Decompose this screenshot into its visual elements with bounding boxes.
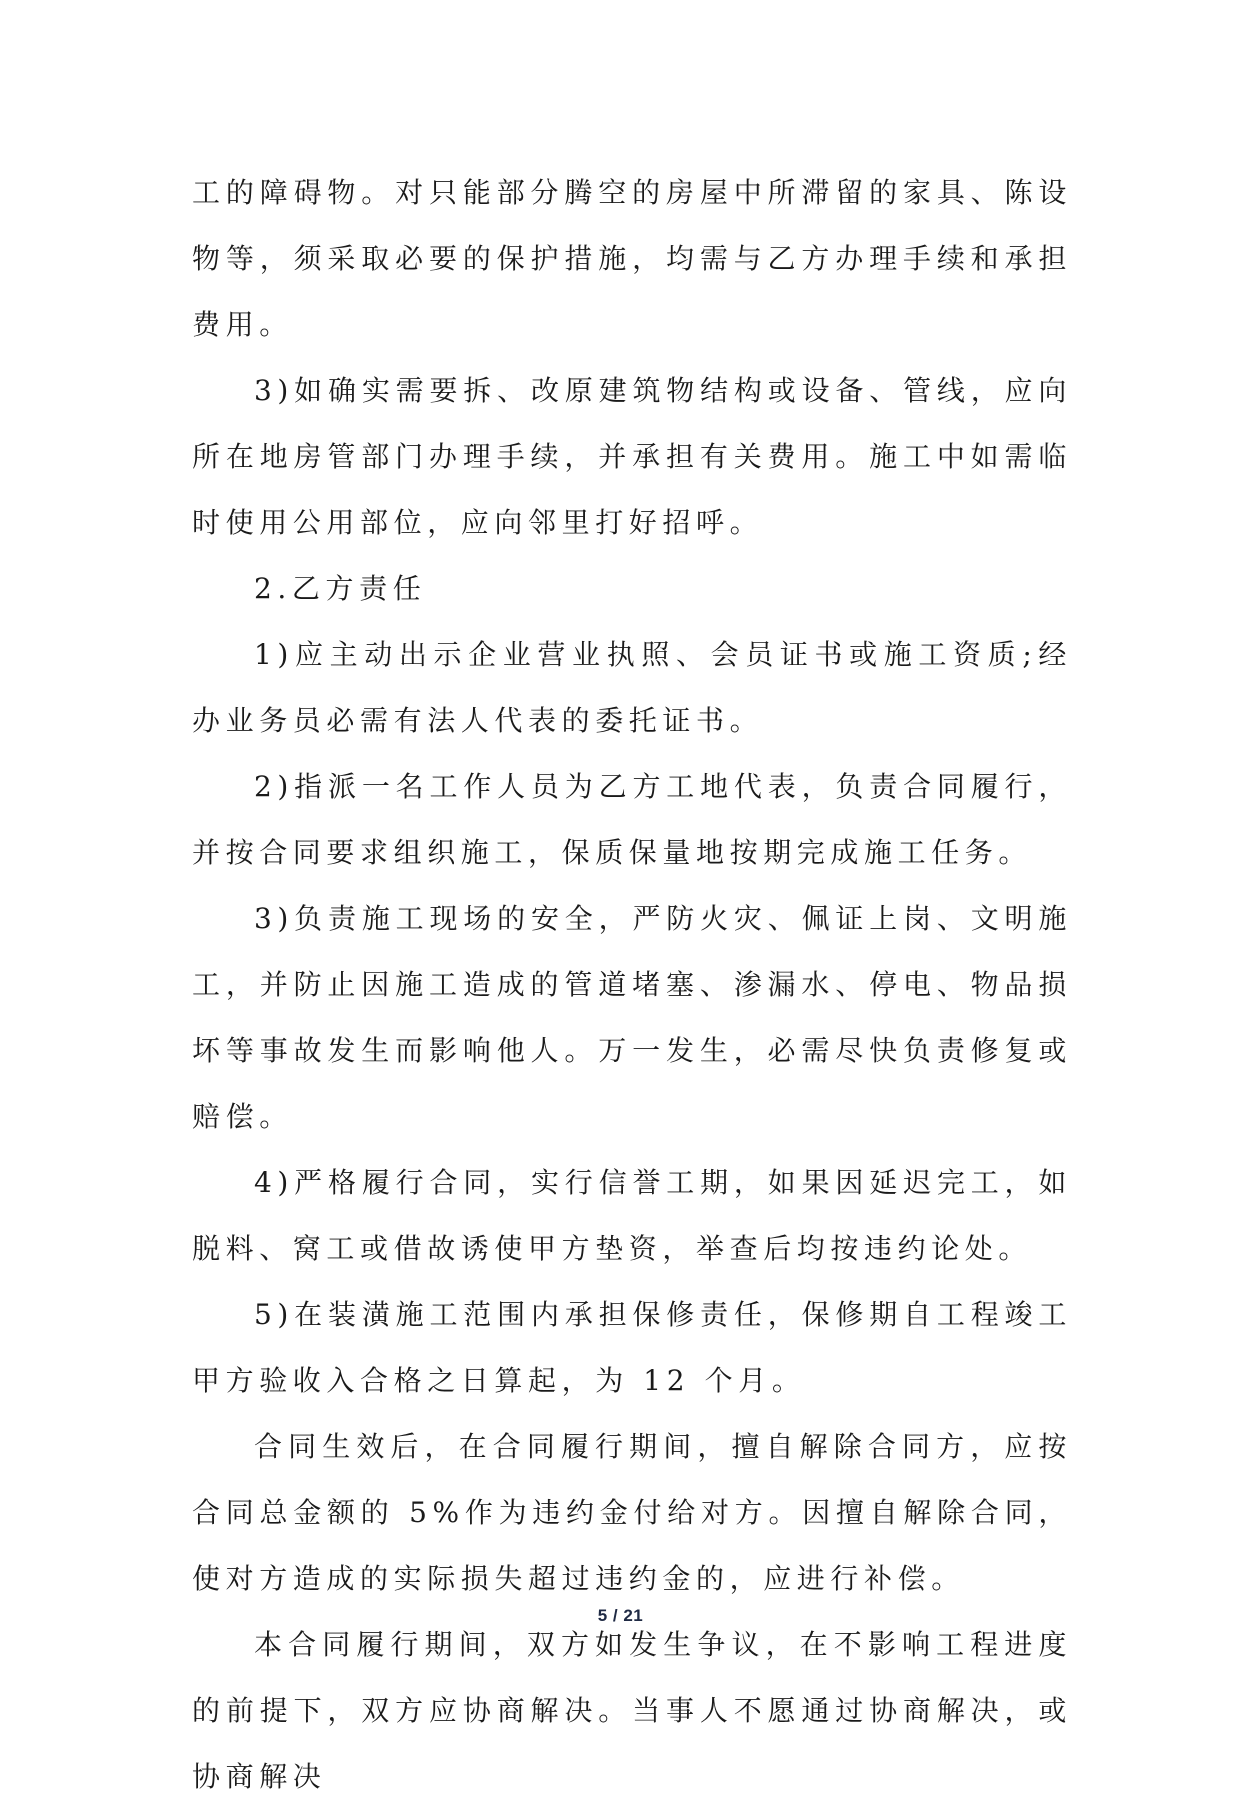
paragraph-1: 工的障碍物。对只能部分腾空的房屋中所滞留的家具、陈设物等，须采取必要的保护措施，均需与乙方办理手续和承担费用。 [192,176,1072,341]
page-number: 5 / 21 [597,1606,644,1625]
paragraph-2: 3)如确实需要拆、改原建筑物结构或设备、管线，应向所在地房管部门办理手续，并承担有关费用。施工中如需临时使用公用部位，应向邻里打好招呼。 [192,374,1072,539]
paragraph-9: 合同生效后，在合同履行期间，擅自解除合同方，应按合同总金额的 5%作为违约金付给对方。因擅自解除合同，使对方造成的实际损失超过违约金的，应进行补偿。 [192,1430,1072,1595]
paragraph-6: 3)负责施工现场的安全，严防火灾、佩证上岗、文明施工，并防止因施工造成的管道堵塞、渗漏水、停电、物品损坏等事故发生而影响他人。万一发生，必需尽快负责修复或赔偿。 [192,902,1072,1133]
paragraph-4: 1)应主动出示企业营业执照、会员证书或施工资质;经办业务员必需有法人代表的委托证书。 [192,638,1072,737]
document-body [192,160,1072,1810]
section-heading-party-b: 2.乙方责任 [254,572,427,605]
paragraph-5: 2)指派一名工作人员为乙方工地代表，负责合同履行，并按合同要求组织施工，保质保量地按期完成施工任务。 [192,770,1072,869]
paragraph-7: 4)严格履行合同，实行信誉工期，如果因延迟完工，如脱料、窝工或借故诱使甲方垫资，举查后均按违约论处。 [192,1166,1072,1265]
paragraph-10: 本合同履行期间，双方如发生争议，在不影响工程进度的前提下，双方应协商解决。当事人不愿通过协商解决，或协商解决 [192,1628,1072,1793]
paragraph-8: 5)在装潢施工范围内承担保修责任，保修期自工程竣工甲方验收入合格之日算起，为 12 个月。 [192,1298,1072,1397]
